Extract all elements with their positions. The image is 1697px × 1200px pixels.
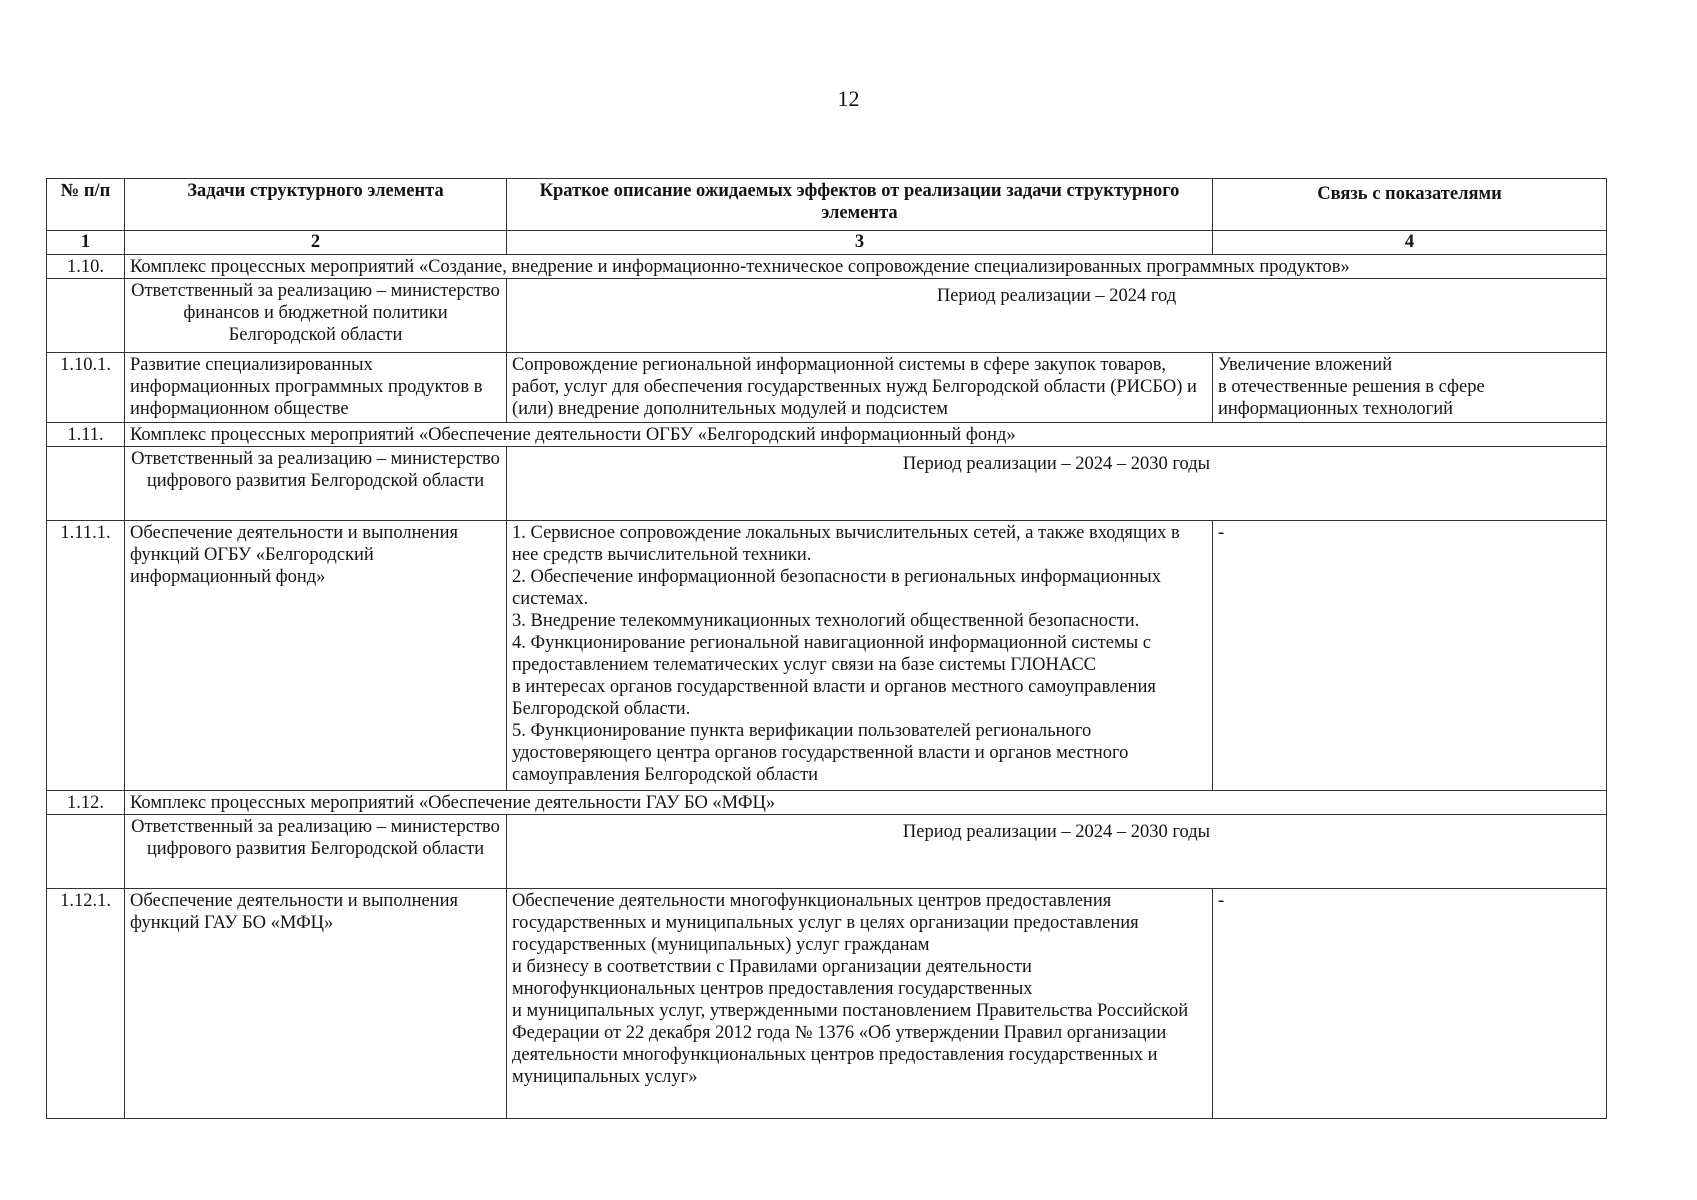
column-number: 3 [507, 231, 1213, 255]
empty-cell [47, 279, 125, 353]
item-link: - [1213, 889, 1607, 1119]
header-num: № п/п [47, 179, 125, 231]
item-link: - [1213, 521, 1607, 791]
responsible-text: Ответственный за реализацию – министерство цифрового развития Белгородской области [125, 815, 507, 889]
item-link: Увеличение вложений в отечественные решения в сфере информационных технологий [1213, 353, 1607, 423]
column-number: 4 [1213, 231, 1607, 255]
section-responsible-row [47, 279, 1607, 353]
page-number: 12 [837, 86, 860, 111]
column-numbers-row [47, 231, 1607, 255]
empty-cell [47, 447, 125, 521]
table-row [47, 353, 1607, 423]
item-number: 1.10.1. [47, 353, 125, 423]
responsible-text: Ответственный за реализацию – министерство финансов и бюджетной политики Белгородской области [125, 279, 507, 353]
period-text: Период реализации – 2024 – 2030 годы [507, 447, 1607, 521]
item-number: 1.12.1. [47, 889, 125, 1119]
period-text: Период реализации – 2024 – 2030 годы [507, 815, 1607, 889]
table-header-row [47, 179, 1607, 231]
item-task: Развитие специализированных информационных программных продуктов в информационном обществе [125, 353, 507, 423]
section-responsible-row [47, 815, 1607, 889]
period-text: Период реализации – 2024 год [507, 279, 1607, 353]
item-number: 1.11.1. [47, 521, 125, 791]
section-title: Комплекс процессных мероприятий «Обеспечение деятельности ГАУ БО «МФЦ» [125, 791, 1607, 815]
section-title-row [47, 791, 1607, 815]
section-title: Комплекс процессных мероприятий «Создание, внедрение и информационно-техническое сопровождение специализированных программных продуктов» [125, 255, 1607, 279]
section-number: 1.11. [47, 423, 125, 447]
item-task: Обеспечение деятельности и выполнения функций ОГБУ «Белгородский информационный фонд» [125, 521, 507, 791]
section-number: 1.12. [47, 791, 125, 815]
item-effect: 1. Сервисное сопровождение локальных вычислительных сетей, а также входящих в нее средств вычислительной техники. 2. Обеспечение информационной безопасности в региональных информационных системах. 3. Внедрение телекоммуникационных технологий общественной безопасности. 4. Функционирование региональной навигационной информационной системы с предоставлением телематических услуг связи на базе системы ГЛОНАСС в интересах органов государственной власти и органов местного самоуправления Белгородской области. 5. Функционирование пункта верификации пользователей регионального удостоверяющего центра органов государственной власти и органов местного самоуправления Белгородской области [507, 521, 1213, 791]
header-tasks: Задачи структурного элемента [125, 179, 507, 231]
section-title-row [47, 255, 1607, 279]
column-number: 2 [125, 231, 507, 255]
table-row [47, 521, 1607, 791]
header-effects: Краткое описание ожидаемых эффектов от реализации задачи структурного элемента [507, 179, 1213, 231]
section-title-row [47, 423, 1607, 447]
column-number: 1 [47, 231, 125, 255]
item-effect: Сопровождение региональной информационной системы в сфере закупок товаров, работ, услуг для обеспечения государственных нужд Белгородской области (РИСБО) и (или) внедрение дополнительных модулей и подсистем [507, 353, 1213, 423]
section-title: Комплекс процессных мероприятий «Обеспечение деятельности ОГБУ «Белгородский информационный фонд» [125, 423, 1607, 447]
item-task: Обеспечение деятельности и выполнения функций ГАУ БО «МФЦ» [125, 889, 507, 1119]
item-effect: Обеспечение деятельности многофункциональных центров предоставления государственных и муниципальных услуг в целях организации предоставления государственных (муниципальных) услуг гражданам и бизнесу в соответствии с Правилами организации деятельности многофункциональных центров предоставления государственных и муниципальных услуг, утвержденными постановлением Правительства Российской Федерации от 22 декабря 2012 года № 1376 «Об утверждении Правил организации деятельности многофункциональных центров предоставления государственных и муниципальных услуг» [507, 889, 1213, 1119]
table-row [47, 889, 1607, 1119]
empty-cell [47, 815, 125, 889]
section-number: 1.10. [47, 255, 125, 279]
tasks-table [46, 178, 1607, 1119]
section-responsible-row [47, 447, 1607, 521]
header-link: Связь с показателями [1213, 179, 1607, 231]
responsible-text: Ответственный за реализацию – министерство цифрового развития Белгородской области [125, 447, 507, 521]
